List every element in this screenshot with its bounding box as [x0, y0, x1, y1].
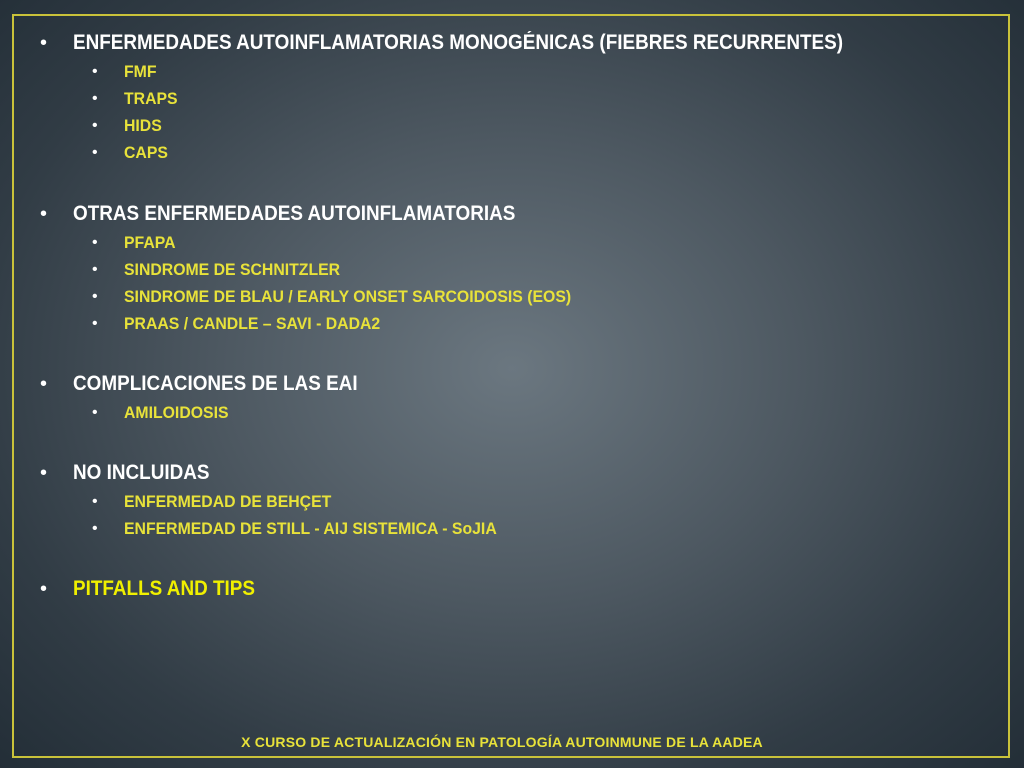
section-heading: COMPLICACIONES DE LAS EAI	[73, 372, 358, 395]
section-heading: PITFALLS AND TIPS	[73, 577, 256, 600]
bullet-icon: •	[92, 63, 98, 80]
list-item-label: FMF	[124, 62, 157, 81]
bullet-icon: •	[92, 90, 98, 107]
bullet-icon: •	[40, 32, 48, 54]
bullet-icon: •	[92, 261, 98, 278]
bullet-icon: •	[40, 578, 48, 600]
bullet-icon: •	[40, 373, 48, 395]
bullet-icon: •	[92, 315, 98, 332]
bullet-icon: •	[40, 203, 48, 225]
bullet-icon: •	[92, 520, 98, 537]
bullet-icon: •	[92, 288, 98, 305]
bullet-icon: •	[40, 462, 48, 484]
bullet-icon: •	[92, 404, 98, 421]
section-heading: OTRAS ENFERMEDADES AUTOINFLAMATORIAS	[73, 202, 516, 225]
section-heading: ENFERMEDADES AUTOINFLAMATORIAS MONOGÉNICAS (FIEBRES RECURRENTES)	[73, 31, 844, 54]
list-item-label: ENFERMEDAD DE BEHÇET	[124, 492, 332, 511]
list-item-label: SINDROME DE SCHNITZLER	[124, 260, 341, 279]
list-item-label: TRAPS	[124, 89, 178, 108]
list-item-label: AMILOIDOSIS	[124, 403, 229, 422]
bullet-icon: •	[92, 493, 98, 510]
list-item-label: CAPS	[124, 143, 168, 162]
list-item-label: ENFERMEDAD DE STILL - AIJ SISTEMICA - SoJIA	[124, 519, 497, 538]
list-item-label: PFAPA	[124, 233, 176, 252]
bullet-icon: •	[92, 117, 98, 134]
list-item-label: SINDROME DE BLAU / EARLY ONSET SARCOIDOSIS (EOS)	[124, 287, 572, 306]
bullet-icon: •	[92, 144, 98, 161]
section-heading: NO INCLUIDAS	[73, 461, 210, 484]
list-item-label: PRAAS / CANDLE – SAVI - DADA2	[124, 314, 381, 333]
list-item-label: HIDS	[124, 116, 162, 135]
footer-course-title: X CURSO DE ACTUALIZACIÓN EN PATOLOGÍA AUTOINMUNE DE LA AADEA	[241, 734, 763, 750]
bullet-icon: •	[92, 234, 98, 251]
